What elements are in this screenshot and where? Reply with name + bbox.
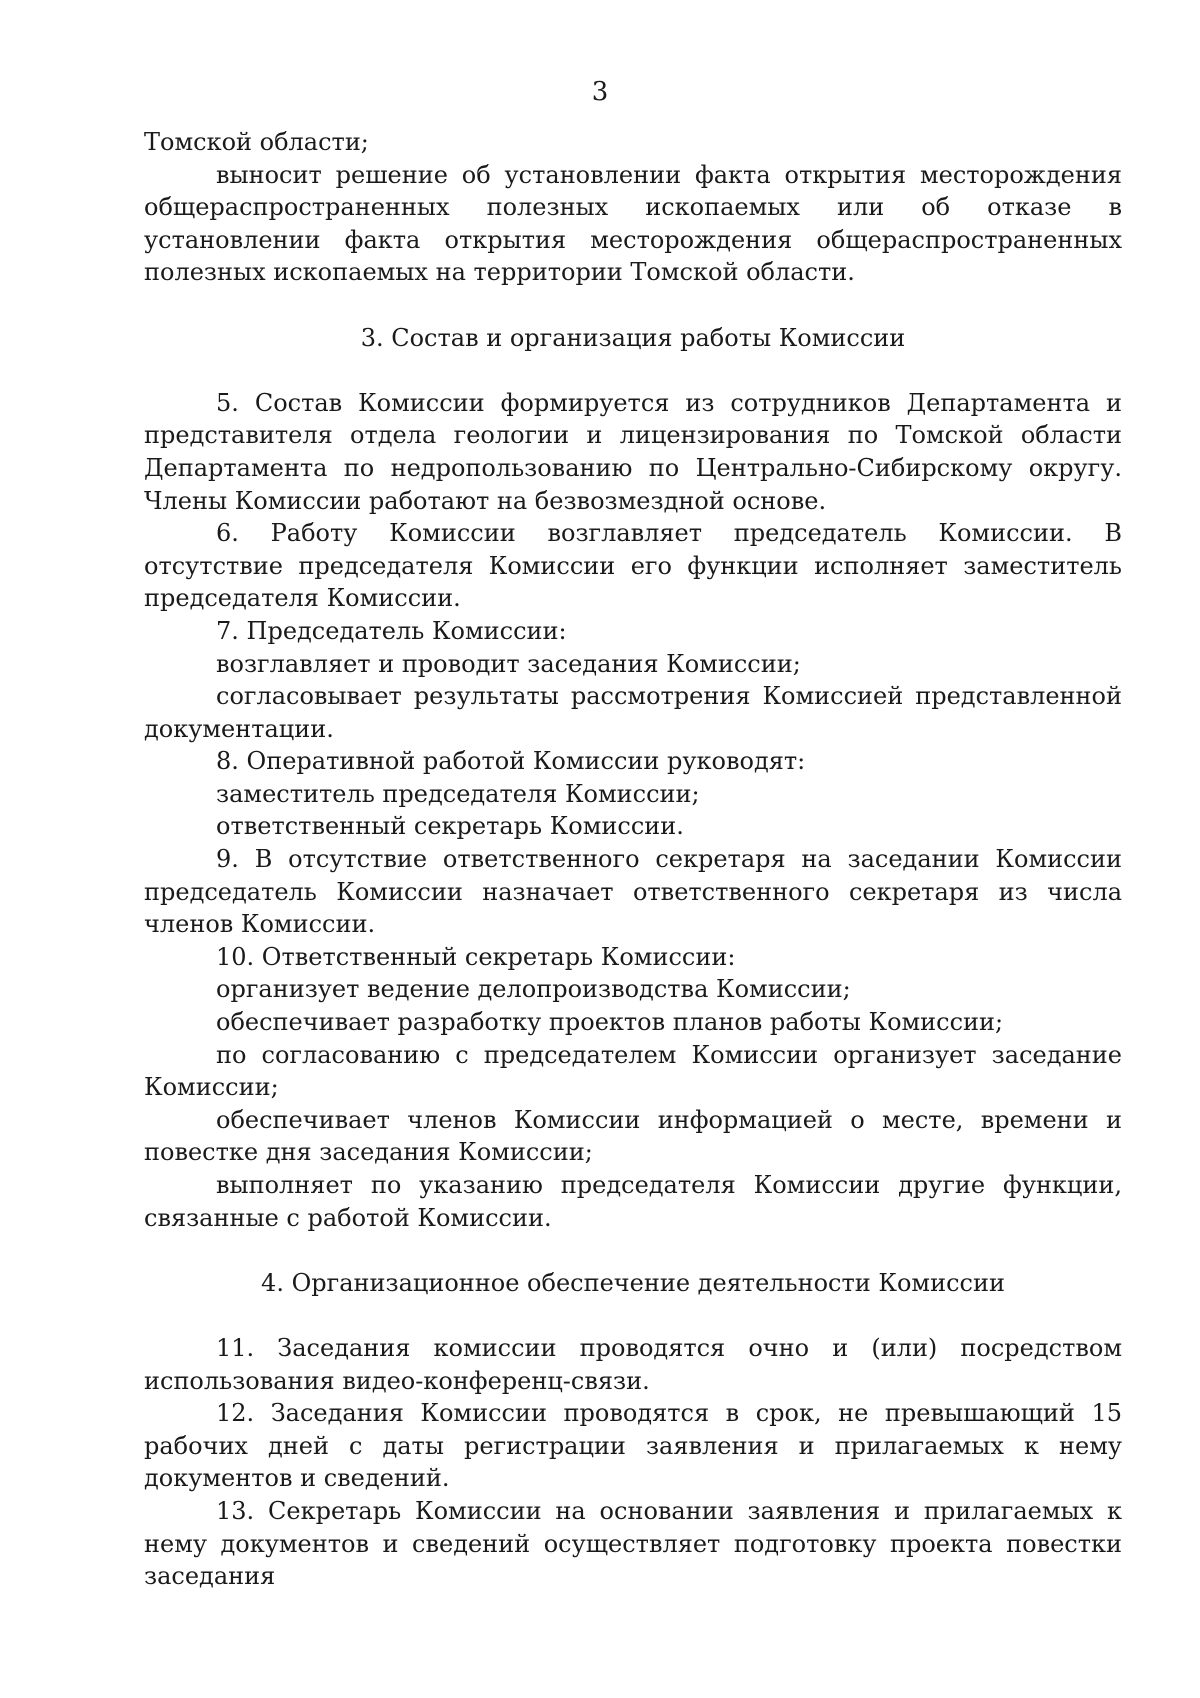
- paragraph: 6. Работу Комиссии возглавляет председатель Комиссии. В отсутствие председателя Комиссии его функции исполняет заместитель председателя Комиссии.: [144, 519, 1122, 613]
- spacer: [144, 354, 1122, 387]
- paragraph: согласовывает результаты рассмотрения Комиссией представленной документации.: [144, 682, 1122, 743]
- paragraph: 8. Оперативной работой Комиссии руководят:: [216, 747, 806, 776]
- spacer: [144, 1234, 1122, 1267]
- paragraph: выносит решение об установлении факта открытия месторождения общераспространенных полезных ископаемых или об отказе в установлении факта открытия месторождения общераспространенных полезных ископаемых на территории Томской области.: [144, 160, 1122, 287]
- paragraph: ответственный секретарь Комиссии.: [216, 812, 684, 841]
- paragraph: 11. Заседания комиссии проводятся очно и (или) посредством использования видео-конференц-связи.: [144, 1333, 1122, 1395]
- paragraph: Томской области;: [144, 128, 369, 156]
- document-body: [144, 126, 1122, 1593]
- section-heading: 4. Организационное обеспечение деятельности Комиссии: [261, 1268, 1005, 1297]
- spacer: [144, 1299, 1122, 1332]
- section-heading: 3. Состав и организация работы Комиссии: [360, 323, 906, 352]
- paragraph: возглавляет и проводит заседания Комиссии;: [216, 649, 801, 678]
- paragraph: организует ведение делопроизводства Комиссии;: [216, 975, 851, 1004]
- paragraph: обеспечивает членов Комиссии информацией о месте, времени и повестке дня заседания Комиссии;: [144, 1105, 1122, 1167]
- page-number: 3: [591, 77, 609, 107]
- paragraph: обеспечивает разработку проектов планов работы Комиссии;: [216, 1008, 1004, 1037]
- paragraph: 12. Заседания Комиссии проводятся в срок, не превышающий 15 рабочих дней с даты регистрации заявления и прилагаемых к нему документов и сведений.: [144, 1399, 1122, 1493]
- paragraph: по согласованию с председателем Комиссии организует заседание Комиссии;: [144, 1040, 1122, 1102]
- paragraph: 13. Секретарь Комиссии на основании заявления и прилагаемых к нему документов и сведений осуществляет подготовку проекта повестки заседания: [144, 1496, 1122, 1591]
- paragraph: 5. Состав Комиссии формируется из сотрудников Департамента и представителя отдела геологии и лицензирования по Томской области Департамента по недропользованию по Центрально-Сибирскому округу. Члены Комиссии работают на безвозмездной основе.: [144, 388, 1122, 515]
- paragraph: выполняет по указанию председателя Комиссии другие функции, связанные с работой Комиссии.: [144, 1171, 1122, 1232]
- paragraph: 10. Ответственный секретарь Комиссии:: [216, 942, 736, 971]
- paragraph: 7. Председатель Комиссии:: [216, 616, 567, 645]
- spacer: [144, 289, 1122, 322]
- paragraph: 9. В отсутствие ответственного секретаря на заседании Комиссии председатель Комиссии назначает ответственного секретаря из числа членов Комиссии.: [144, 845, 1122, 939]
- paragraph: заместитель председателя Комиссии;: [216, 779, 700, 808]
